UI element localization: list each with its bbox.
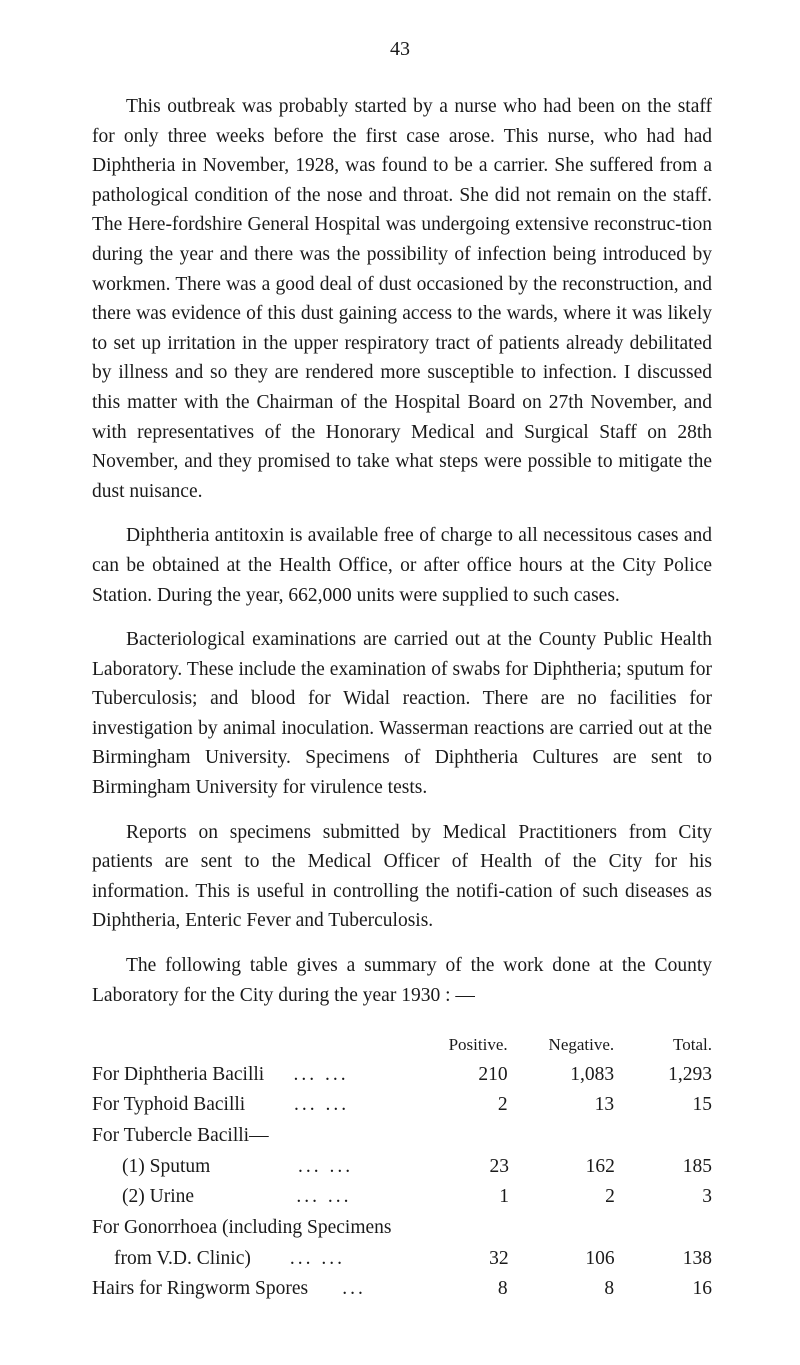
row-label: For Diphtheria Bacilli	[92, 1063, 265, 1085]
row-label: from V.D. Clinic)	[114, 1247, 251, 1269]
cell-positive: 23	[489, 1155, 510, 1177]
table-row	[92, 1055, 712, 1086]
cell-total: 185	[682, 1155, 712, 1177]
table-group-heading	[92, 1208, 712, 1239]
cell-total: 16	[692, 1278, 712, 1300]
leader-dots: ...	[342, 1278, 366, 1300]
body-text	[92, 92, 712, 1300]
header-positive: Positive.	[448, 1035, 508, 1055]
leader-dots: ... ...	[293, 1094, 350, 1116]
cell-negative: 13	[594, 1094, 615, 1116]
page-number: 43	[390, 38, 410, 60]
cell-negative: 1,083	[570, 1063, 615, 1085]
cell-total: 138	[682, 1247, 712, 1269]
cell-positive: 1	[499, 1186, 510, 1208]
table-header	[92, 1025, 712, 1055]
table-row	[92, 1239, 712, 1270]
table-row	[92, 1086, 712, 1117]
table-group-heading	[92, 1116, 712, 1147]
paragraph-bacteriology: Bacteriological examinations are carried out at the County Public Health Laboratory. These include the examination of swabs for Diphtheria; sputum for Tuberculosis; and blood for Widal reaction. There are no facilities for investigation by animal inoculation. Wasserman reactions are carried out at the Birmingham University. Specimens of Diphtheria Cultures are sent to Birmingham University for virulence tests.	[92, 629, 712, 799]
row-label: Hairs for Ringworm Spores	[92, 1278, 309, 1300]
paragraph-outbreak: This outbreak was probably started by a nurse who had been on the staff for only three weeks before the first case arose. This nurse, who had had Diphtheria in November, 1928, was found to be a carrier. She suffered from a pathological condition of the nose and throat. She did not remain on the staff. The Here-fordshire General Hospital was undergoing extensive reconstruc-tion during the year and there was the possibility of infection being introduced by workmen. There was a good deal of dust occasioned by the reconstruction, and there was evidence of this dust gaining access to the wards, where it was likely to set up irritation in the upper respiratory tract of patients already debilitated by illness and so they are rendered more susceptible to infection. I discussed this matter with the Chairman of the Hospital Board on 27th November, and with representatives of the Honorary Medical and Surgical Staff on 28th November, and they promised to take what steps were possible to mitigate the dust nuisance.	[92, 96, 712, 502]
cell-total: 3	[702, 1186, 712, 1208]
cell-total: 15	[692, 1094, 712, 1116]
cell-negative: 162	[585, 1155, 615, 1177]
laboratory-summary-table	[92, 1025, 712, 1300]
cell-positive: 8	[497, 1278, 508, 1300]
leader-dots: ... ...	[298, 1155, 354, 1177]
row-label: (2) Urine	[122, 1186, 195, 1208]
header-total: Total.	[673, 1035, 712, 1055]
paragraph-antitoxin: Diphtheria antitoxin is available free of charge to all necessitous cases and can be obtained at the Health Office, or after office hours at the City Police Station. During the year, 662,000 units were supplied to such cases.	[92, 525, 712, 606]
row-label: For Typhoid Bacilli	[92, 1094, 246, 1116]
row-label: (1) Sputum	[122, 1155, 211, 1177]
header-negative: Negative.	[548, 1035, 615, 1055]
cell-negative: 8	[604, 1278, 615, 1300]
cell-positive: 32	[489, 1247, 509, 1269]
table-row	[92, 1270, 712, 1301]
leader-dots: ... ...	[296, 1186, 352, 1208]
cell-positive: 210	[478, 1063, 508, 1085]
paragraph-reports: Reports on specimens submitted by Medical Practitioners from City patients are sent to the Medical Officer of Health of the City for his information. This is useful in controlling the notifi-cation of such diseases as Diphtheria, Enteric Fever and Tuberculosis.	[92, 821, 712, 932]
paragraph-table-intro: The following table gives a summary of the work done at the County Laboratory for the City during the year 1930 : —	[92, 955, 712, 1006]
cell-total: 1,293	[668, 1063, 712, 1085]
leader-dots: ... ...	[289, 1247, 345, 1269]
cell-negative: 106	[585, 1247, 615, 1269]
table-row	[92, 1178, 712, 1209]
leader-dots: ... ...	[293, 1063, 349, 1085]
row-label: For Tubercle Bacilli—	[92, 1125, 269, 1147]
cell-positive: 2	[497, 1094, 508, 1116]
row-label: For Gonorrhoea (including Specimens	[92, 1217, 392, 1239]
table-row	[92, 1147, 712, 1178]
cell-negative: 2	[605, 1186, 615, 1208]
